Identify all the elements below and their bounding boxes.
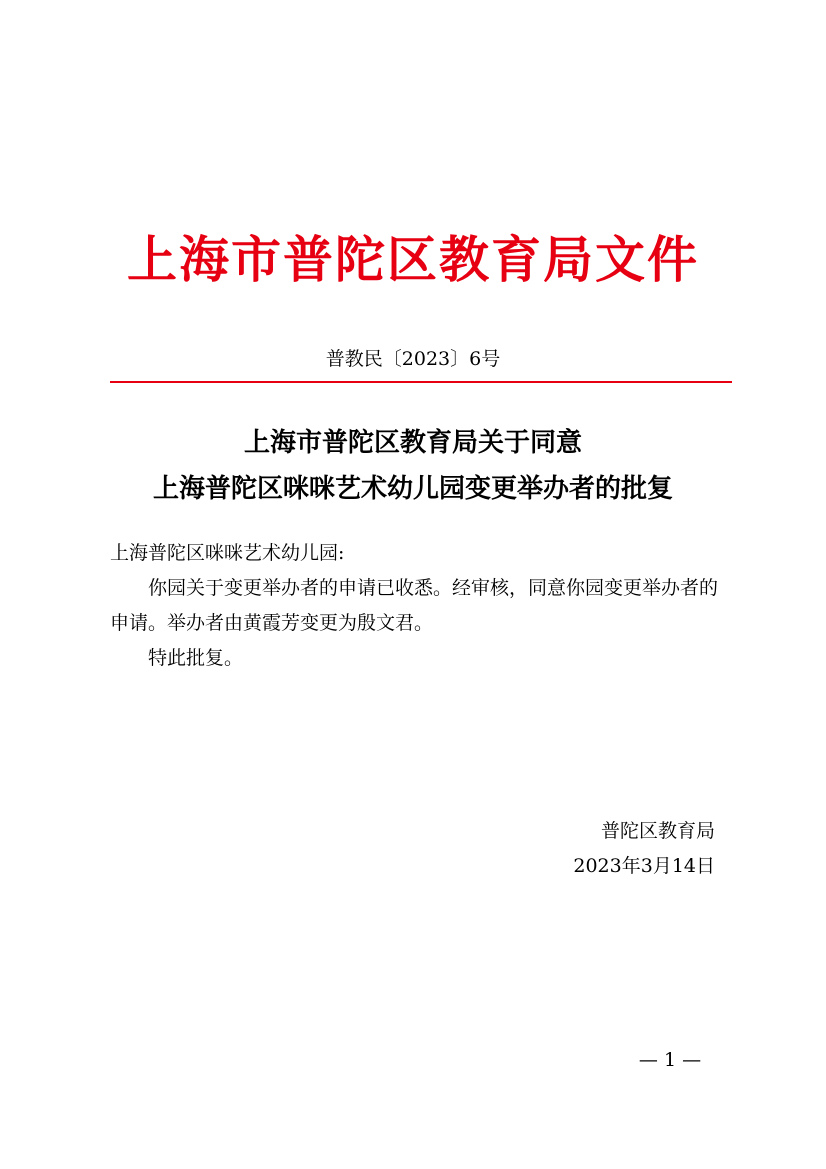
body-paragraph: 你园关于变更举办者的申请已收悉。经审核，同意你园变更举办者的申请。举办者由黄霞芳变更为殷文君。 bbox=[110, 577, 719, 634]
document-number: 普教民〔2023〕6号 bbox=[325, 348, 501, 370]
signature-organization: 普陀区教育局 bbox=[600, 820, 715, 842]
document-body bbox=[110, 536, 724, 676]
page-number: — 1 — bbox=[638, 1049, 702, 1071]
header-divider bbox=[110, 381, 732, 383]
document-title bbox=[0, 420, 826, 512]
closing-paragraph: 特此批复。 bbox=[148, 647, 244, 669]
signature-date: 2023年3月14日 bbox=[573, 855, 715, 877]
document-title-line-1: 上海市普陀区教育局关于同意 bbox=[243, 428, 582, 458]
document-title-line-2: 上海普陀区咪咪艺术幼儿园变更举办者的批复 bbox=[152, 474, 673, 504]
recipient-line: 上海普陀区咪咪艺术幼儿园: bbox=[110, 542, 345, 564]
document-header-title: 上海市普陀区教育局文件 bbox=[127, 231, 699, 289]
signature-block bbox=[480, 814, 715, 884]
